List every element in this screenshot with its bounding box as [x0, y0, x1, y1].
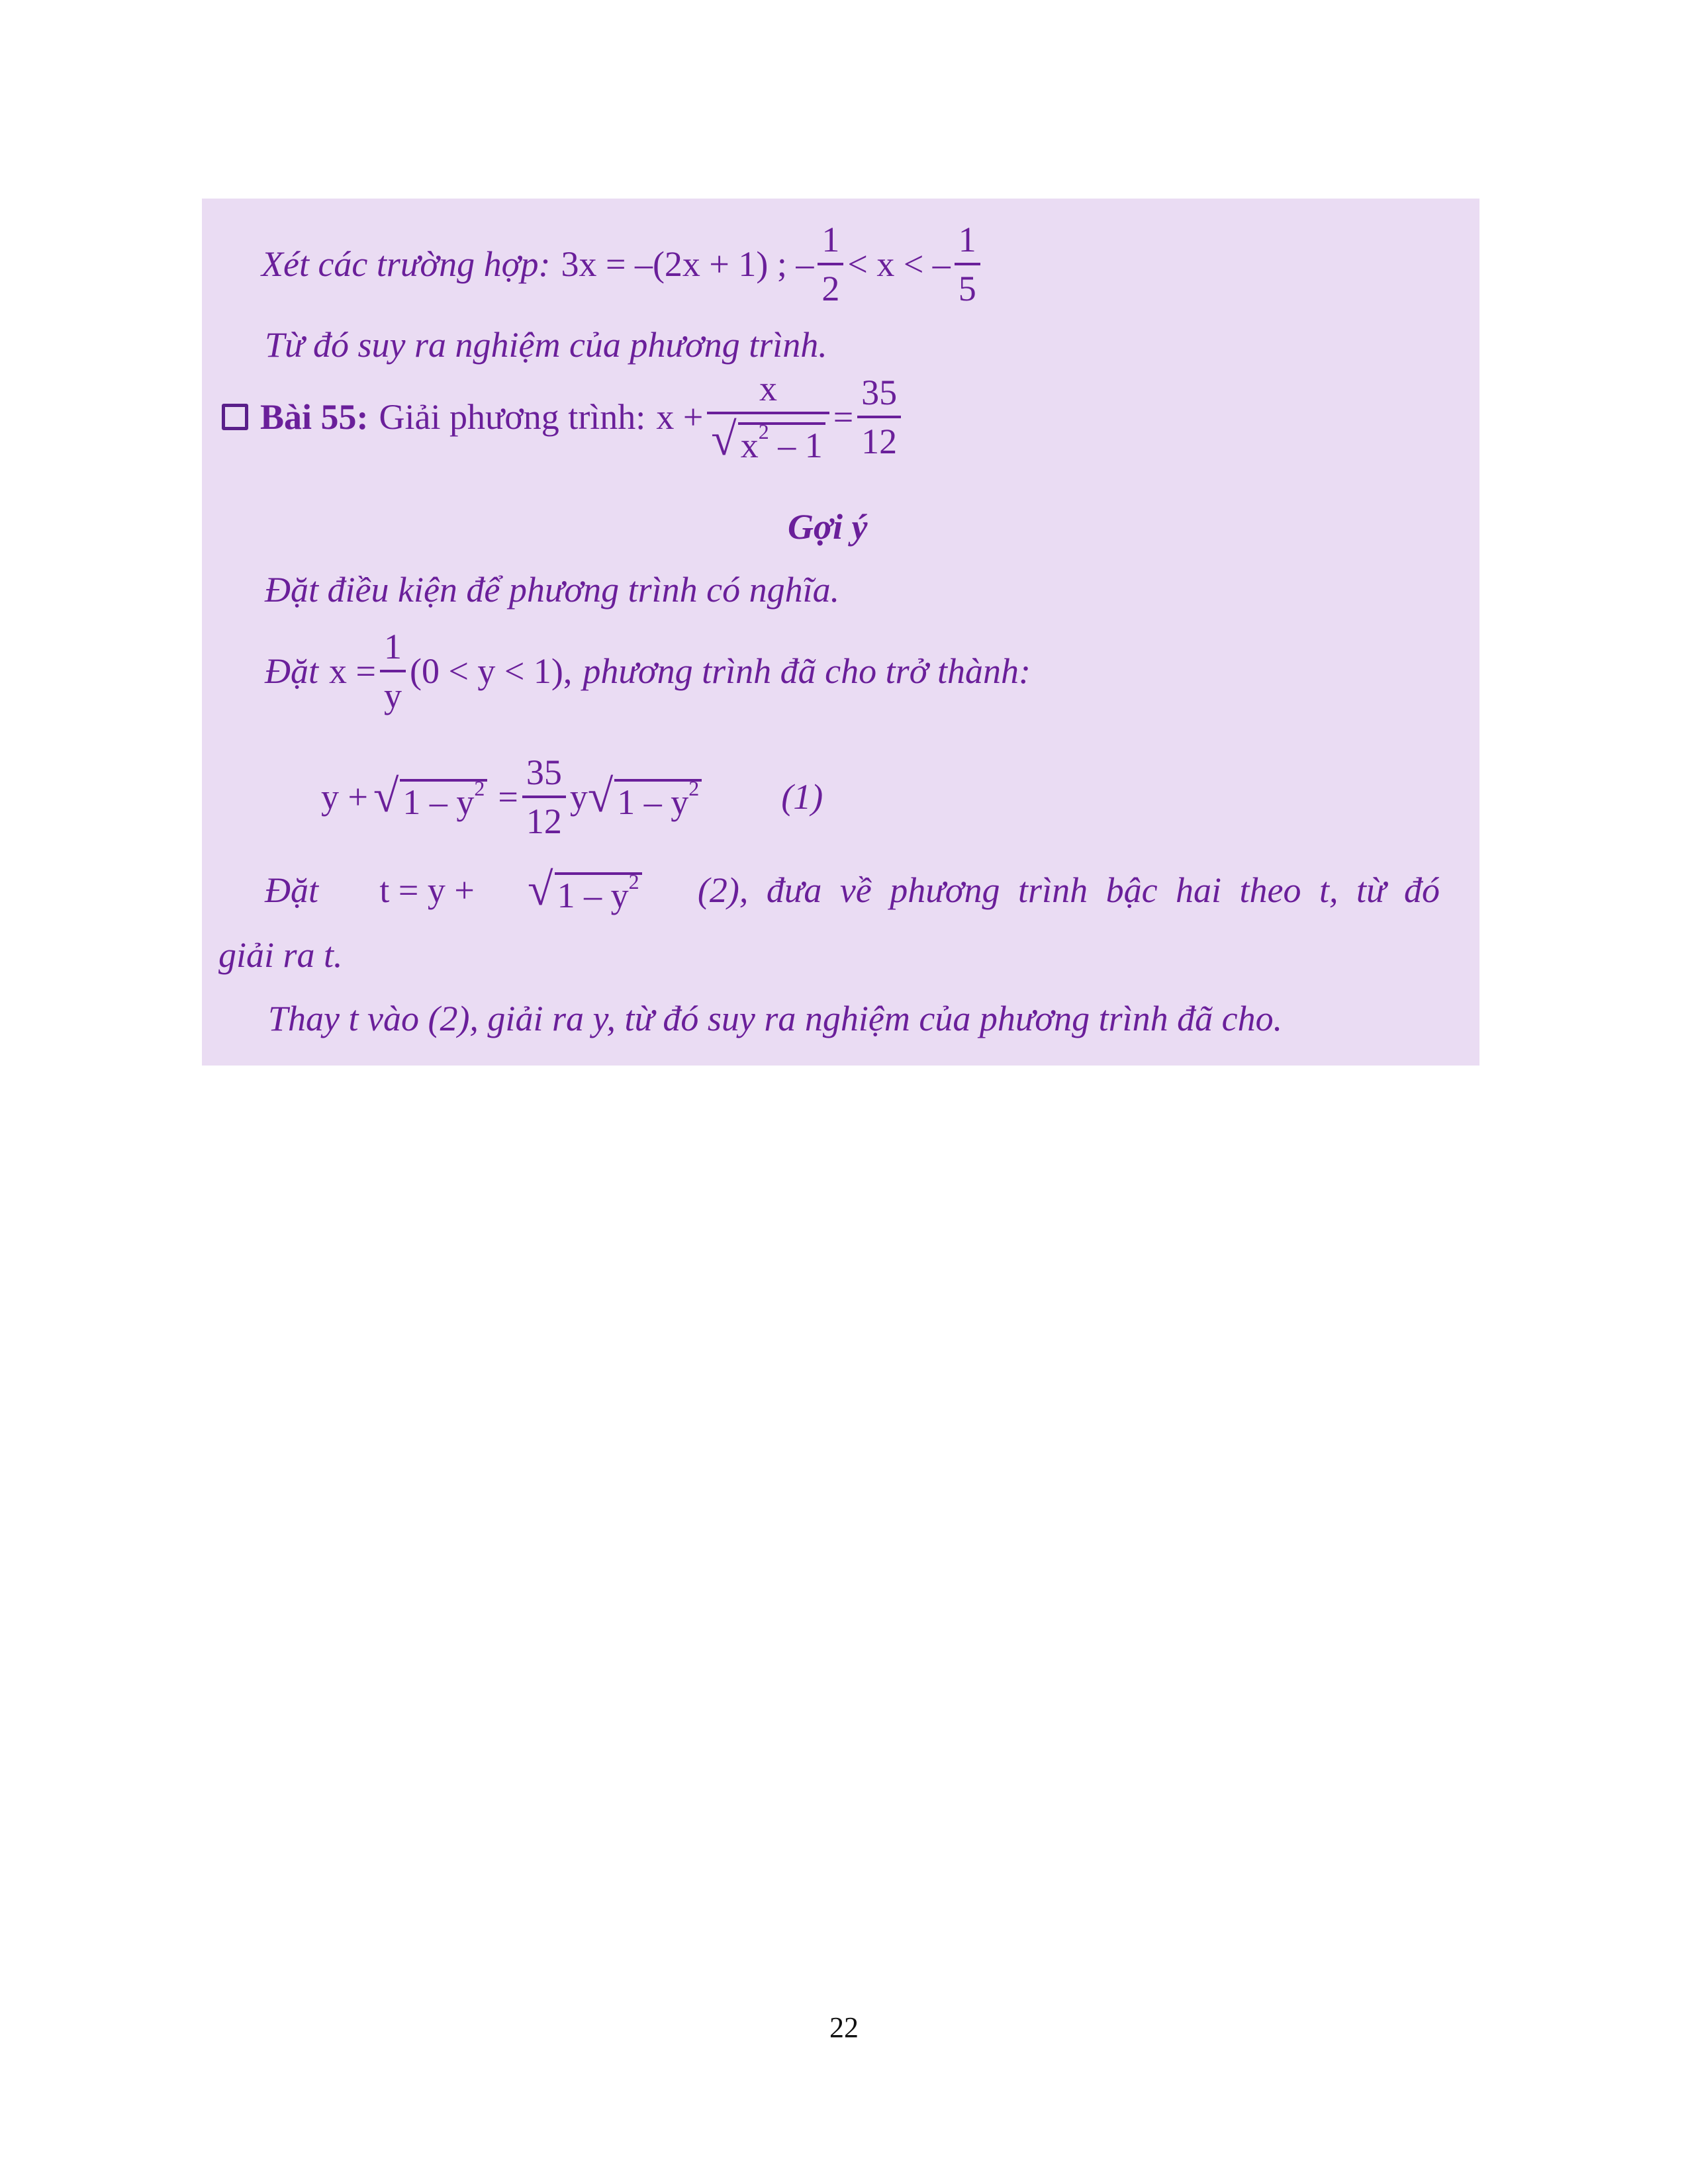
- case-label: Xét các trường hợp:: [261, 244, 551, 284]
- problem-55-line: [222, 371, 905, 463]
- final-step-line: Thay t vào (2), giải ra y, từ đó suy ra nghiệm của phương trình đã cho.: [268, 999, 1283, 1038]
- radical: √ $1 - y^2$: [373, 774, 487, 820]
- fraction-one-half: $\frac{1}{2}$: [818, 222, 843, 306]
- case-equation-b: < x < –: [847, 244, 951, 284]
- checkbox-bullet-icon: [222, 404, 248, 430]
- problem-label: Bài 55:: [260, 397, 369, 437]
- hint-heading: Gợi ý: [788, 507, 868, 547]
- fraction-one-fifth: $\frac{1}{5}$: [955, 222, 980, 306]
- hint-condition-line: Đặt điều kiện để phương trình có nghĩa.: [265, 570, 840, 610]
- fraction-35-12: $\frac{35}{12}$: [522, 754, 566, 839]
- fraction-one-over-y: $\frac{1}{y}$: [380, 629, 406, 713]
- fraction-35-12: $\frac{35}{12}$: [857, 375, 901, 459]
- x-plus: x +: [656, 397, 704, 437]
- case-analysis-line: [261, 222, 984, 306]
- equation-1: y + √ $1 - y^2$ = $\frac{35}{12}$ y √ $1 - y^2$ (1): [321, 752, 823, 841]
- t-substitution-line: Đặt t = y + √ $1 - y^2$ (2), đưa về phương trình bậc hai theo t, từ đó: [265, 864, 1440, 915]
- t-substitution-continuation: giải ra t.: [218, 935, 343, 975]
- conclusion-line: Từ đó suy ra nghiệm của phương trình.: [265, 325, 827, 365]
- equals-sign: =: [833, 397, 854, 437]
- fraction-x-over-sqrt: x √ $x^2 - 1$: [707, 371, 829, 463]
- case-equation-a: 3x = –(2x + 1) ; –: [561, 244, 814, 284]
- problem-prompt: Giải phương trình:: [379, 397, 646, 437]
- y-condition: (0 < y < 1),: [409, 651, 573, 691]
- substitution-line: Đặt x = $\frac{1}{y}$ (0 < y < 1), phương trình đã cho trở thành:: [265, 627, 1031, 715]
- scanned-excerpt: [202, 199, 1479, 1066]
- equation-label: (1): [781, 777, 823, 817]
- radical: √ $1 - y^2$: [588, 774, 702, 820]
- radical: √ $1 - y^2$: [528, 867, 641, 913]
- radical: √ $x^2 - 1$: [711, 417, 825, 463]
- page-number: 22: [829, 2011, 859, 2044]
